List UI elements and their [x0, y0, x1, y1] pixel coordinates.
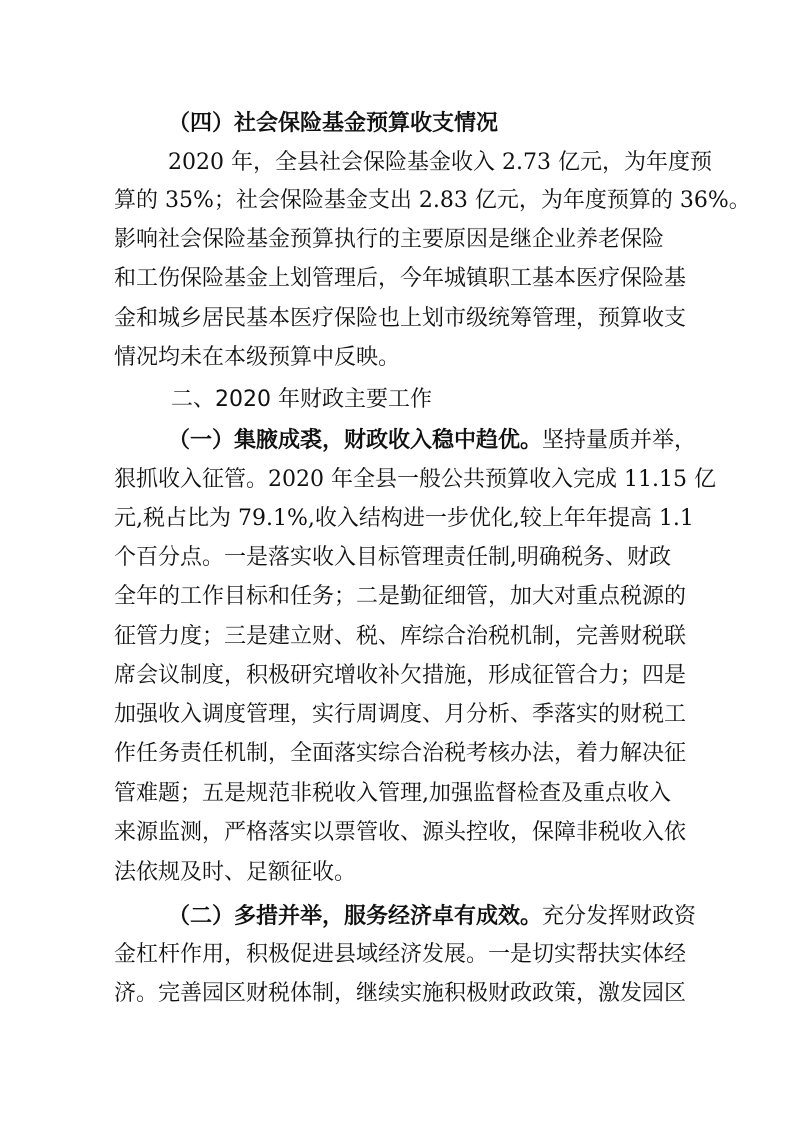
paragraph-line: 和工伤保险基金上划管理后，今年城镇职工基本医疗保险基: [114, 266, 687, 291]
paragraph-lead-rest: 充分发挥财政资: [542, 904, 697, 929]
paragraph-line: 影响社会保险基金预算执行的主要原因是继企业养老保险: [114, 227, 665, 252]
paragraph-line: 金和城乡居民基本医疗保险也上划市级统筹管理，预算收支: [114, 306, 687, 331]
paragraph-lead-rest: 坚持量质并举，: [542, 428, 697, 453]
paragraph-line: 金杠杆作用，积极促进县域经济发展。一是切实帮扶实体经: [114, 942, 687, 967]
paragraph-line: 元,税占比为 79.1%,收入结构进一步优化,较上年年提高 1.1: [114, 506, 694, 531]
paragraph-lead-line: [168, 899, 793, 933]
paragraph-line: 管难题；五是规范非税收入管理,加强监督检查及重点收入: [114, 781, 671, 806]
paragraph-line: 个百分点。一是落实收入目标管理责任制,明确税务、财政: [114, 545, 671, 570]
paragraph-line: 加强收入调度管理，实行周调度、月分析、季落实的财税工: [114, 702, 687, 727]
paragraph-line: 法依规及时、足额征收。: [114, 860, 357, 885]
paragraph-line: 狠抓收入征管。2020 年全县一般公共预算收入完成 11.15 亿: [114, 467, 716, 492]
paragraph-lead: （一）集腋成裘，财政收入稳中趋优。: [168, 427, 543, 453]
paragraph-line: 算的 35%；社会保险基金支出 2.83 亿元，为年度预算的 36%。: [114, 188, 751, 213]
paragraph-line: 情况均未在本级预算中反映。: [114, 345, 401, 370]
paragraph-line: 席会议制度，积极研究增收补欠措施，形成征管合力；四是: [114, 663, 687, 688]
paragraph-lead-line: [168, 423, 793, 457]
paragraph-line: 征管力度；三是建立财、税、库综合治税机制，完善财税联: [114, 624, 687, 649]
paragraph-lead: （二）多措并举，服务经济卓有成效。: [168, 903, 543, 929]
paragraph-line: 济。完善园区财税体制，继续实施积极财政政策，激发园区: [114, 981, 687, 1006]
paragraph-line: 全年的工作目标和任务；二是勤征细管，加大对重点税源的: [114, 584, 687, 609]
chapter-heading: 二、2020 年财政主要工作: [171, 387, 432, 412]
section-heading: （四）社会保险基金预算收支情况: [168, 110, 499, 136]
paragraph-line: 作任务责任机制，全面落实综合治税考核办法，着力解决征: [114, 741, 687, 766]
paragraph-line: 来源监测，严格落实以票管收、源头控收，保障非税收入依: [114, 820, 687, 845]
paragraph-line: 2020 年，全县社会保险基金收入 2.73 亿元，为年度预: [168, 150, 712, 175]
